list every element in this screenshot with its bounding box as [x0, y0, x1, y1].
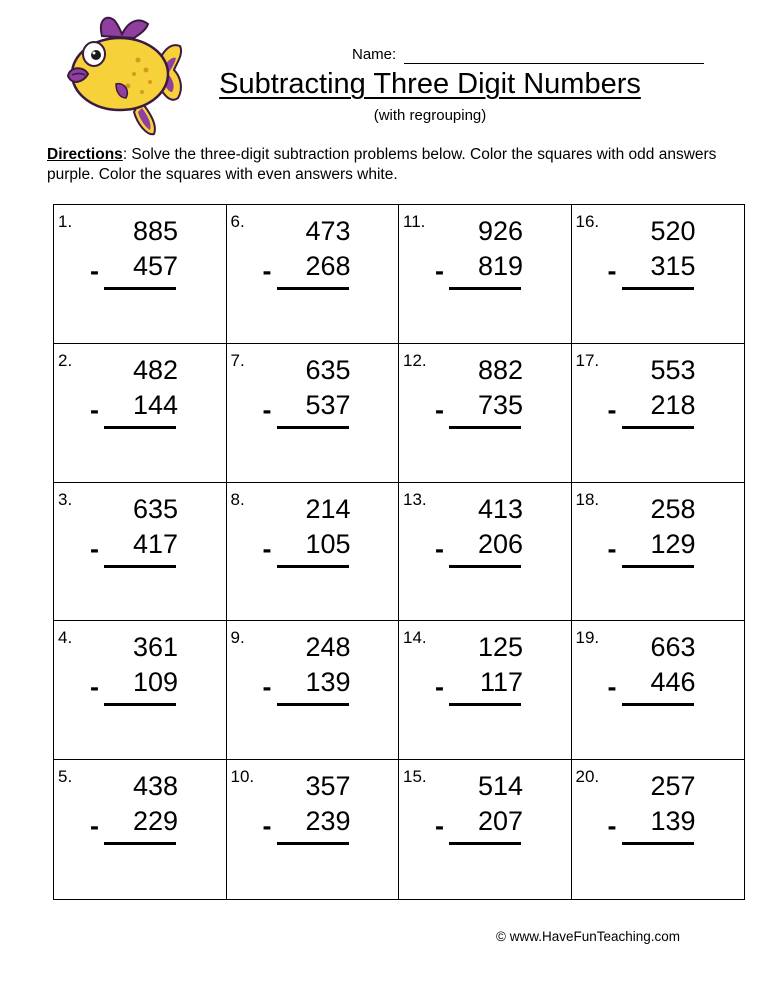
- footer-copyright: © www.HaveFunTeaching.com: [496, 929, 681, 944]
- problem-number: 3.: [58, 489, 73, 509]
- problem-square[interactable]: [572, 483, 745, 622]
- problem-number: 16.: [575, 212, 600, 231]
- directions-label: Directions: [47, 146, 123, 163]
- answer-line: [449, 287, 521, 290]
- problem-number: 13.: [403, 489, 427, 509]
- problem-number: 6.: [230, 212, 245, 231]
- problem-number: 1.: [58, 212, 73, 231]
- minuend: 514: [477, 771, 523, 802]
- minuend: 520: [650, 216, 696, 246]
- answer-line: [104, 565, 176, 568]
- problem-number: 19.: [575, 628, 600, 648]
- minus-sign: -: [435, 672, 444, 703]
- problem-square[interactable]: [399, 760, 572, 899]
- problem-number: 10.: [230, 767, 255, 787]
- problem-square[interactable]: [399, 621, 572, 760]
- subtrahend: 206: [477, 528, 523, 559]
- answer-line: [104, 426, 176, 429]
- name-label: Name:: [352, 46, 397, 63]
- minuend: 926: [477, 216, 523, 246]
- directions-text: : Solve the three-digit subtraction problems below. Color the squares with odd answers purple. Color the squares with even answers white.: [47, 146, 717, 183]
- subtrahend: 117: [479, 667, 523, 698]
- minuend: 482: [132, 354, 178, 385]
- problem-number: 14.: [403, 628, 427, 648]
- subtrahend: 139: [650, 806, 696, 837]
- name-line[interactable]: [404, 63, 704, 64]
- name-field[interactable]: [352, 44, 708, 68]
- minuend: 214: [305, 493, 351, 524]
- subtrahend: 144: [132, 389, 178, 420]
- problem-square[interactable]: [572, 760, 745, 899]
- problem-square[interactable]: [227, 760, 400, 899]
- answer-line: [104, 703, 176, 706]
- minuend: 663: [650, 632, 696, 663]
- answer-line: [622, 287, 694, 290]
- problem-square[interactable]: [572, 344, 745, 483]
- answer-line: [277, 565, 349, 568]
- subtrahend: 207: [477, 806, 523, 837]
- subtrahend: 315: [650, 251, 696, 281]
- minuend: 248: [305, 632, 351, 663]
- problem-number: 2.: [58, 350, 73, 370]
- minus-sign: -: [607, 672, 617, 703]
- problem-number: 20.: [575, 767, 600, 787]
- minuend: 258: [650, 493, 696, 524]
- problem-number: 5.: [58, 767, 73, 787]
- problem-square[interactable]: [54, 344, 227, 483]
- subtrahend: 109: [132, 667, 178, 698]
- subtrahend: 218: [650, 389, 696, 420]
- subtrahend: 268: [305, 251, 351, 281]
- minuend: 257: [650, 771, 696, 802]
- answer-line: [277, 287, 349, 290]
- minus-sign: -: [607, 811, 617, 842]
- answer-line: [449, 426, 521, 429]
- minuend: 438: [132, 771, 178, 802]
- minuend: 125: [477, 632, 523, 663]
- problem-square[interactable]: [399, 205, 572, 344]
- problem-number: 8.: [230, 489, 245, 509]
- directions: [47, 145, 737, 185]
- problem-square[interactable]: [227, 621, 400, 760]
- problem-number: 18.: [575, 489, 600, 509]
- minus-sign: -: [607, 394, 617, 425]
- subtrahend: 417: [132, 528, 178, 559]
- minus-sign: -: [262, 533, 272, 564]
- answer-line: [277, 703, 349, 706]
- minus-sign: -: [90, 672, 99, 703]
- subtrahend: 229: [132, 806, 178, 837]
- minus-sign: -: [435, 533, 444, 564]
- minus-sign: -: [435, 256, 444, 286]
- minuend: 553: [650, 354, 696, 385]
- subtrahend: 129: [650, 528, 696, 559]
- problem-square[interactable]: [54, 621, 227, 760]
- problem-square[interactable]: [399, 344, 572, 483]
- problem-square[interactable]: [572, 205, 745, 344]
- minuend: 357: [305, 771, 351, 802]
- problem-grid: [53, 204, 745, 900]
- minus-sign: -: [435, 811, 444, 842]
- subtrahend: 239: [305, 806, 351, 837]
- minus-sign: -: [90, 256, 99, 286]
- subtrahend: 819: [477, 251, 523, 281]
- answer-line: [622, 842, 694, 845]
- problem-number: 9.: [230, 628, 245, 648]
- minuend: 473: [305, 216, 351, 246]
- page-subtitle: (with regrouping): [373, 107, 487, 124]
- minus-sign: -: [262, 672, 272, 703]
- minus-sign: -: [262, 394, 272, 425]
- problem-square[interactable]: [227, 344, 400, 483]
- minus-sign: -: [90, 811, 99, 842]
- subtrahend: 446: [650, 667, 696, 698]
- answer-line: [622, 426, 694, 429]
- problem-number: 12.: [403, 350, 427, 370]
- subtrahend: 735: [477, 389, 523, 420]
- answer-line: [277, 426, 349, 429]
- problem-square[interactable]: [572, 621, 745, 760]
- minuend: 635: [132, 493, 178, 524]
- answer-line: [449, 565, 521, 568]
- minuend: 885: [132, 216, 178, 246]
- subtrahend: 105: [305, 528, 351, 559]
- minus-sign: -: [90, 533, 99, 564]
- problem-square[interactable]: [54, 483, 227, 622]
- problem-square[interactable]: [227, 483, 400, 622]
- problem-square[interactable]: [227, 205, 400, 344]
- minuend: 413: [477, 493, 523, 524]
- minus-sign: -: [262, 256, 272, 286]
- answer-line: [622, 565, 694, 568]
- problem-square[interactable]: [54, 205, 227, 344]
- problem-number: 17.: [575, 350, 600, 370]
- minuend: 361: [132, 632, 178, 663]
- minus-sign: -: [90, 394, 99, 425]
- answer-line: [622, 703, 694, 706]
- answer-line: [104, 287, 176, 290]
- minus-sign: -: [262, 811, 272, 842]
- page-title: Subtracting Three Digit Numbers: [219, 68, 641, 100]
- minus-sign: -: [607, 256, 617, 286]
- problem-number: 7.: [230, 350, 245, 370]
- problem-number: 15.: [403, 767, 427, 787]
- minus-sign: -: [435, 394, 444, 425]
- answer-line: [449, 842, 521, 845]
- answer-line: [277, 842, 349, 845]
- problem-number: 11.: [403, 212, 426, 231]
- minuend: 882: [477, 354, 523, 385]
- minuend: 635: [305, 354, 351, 385]
- problem-square[interactable]: [54, 760, 227, 899]
- answer-line: [104, 842, 176, 845]
- problem-square[interactable]: [399, 483, 572, 622]
- answer-line: [449, 703, 521, 706]
- minus-sign: -: [607, 533, 617, 564]
- subtrahend: 139: [305, 667, 351, 698]
- subtrahend: 457: [132, 251, 178, 281]
- subtrahend: 537: [305, 389, 351, 420]
- problem-number: 4.: [58, 628, 73, 648]
